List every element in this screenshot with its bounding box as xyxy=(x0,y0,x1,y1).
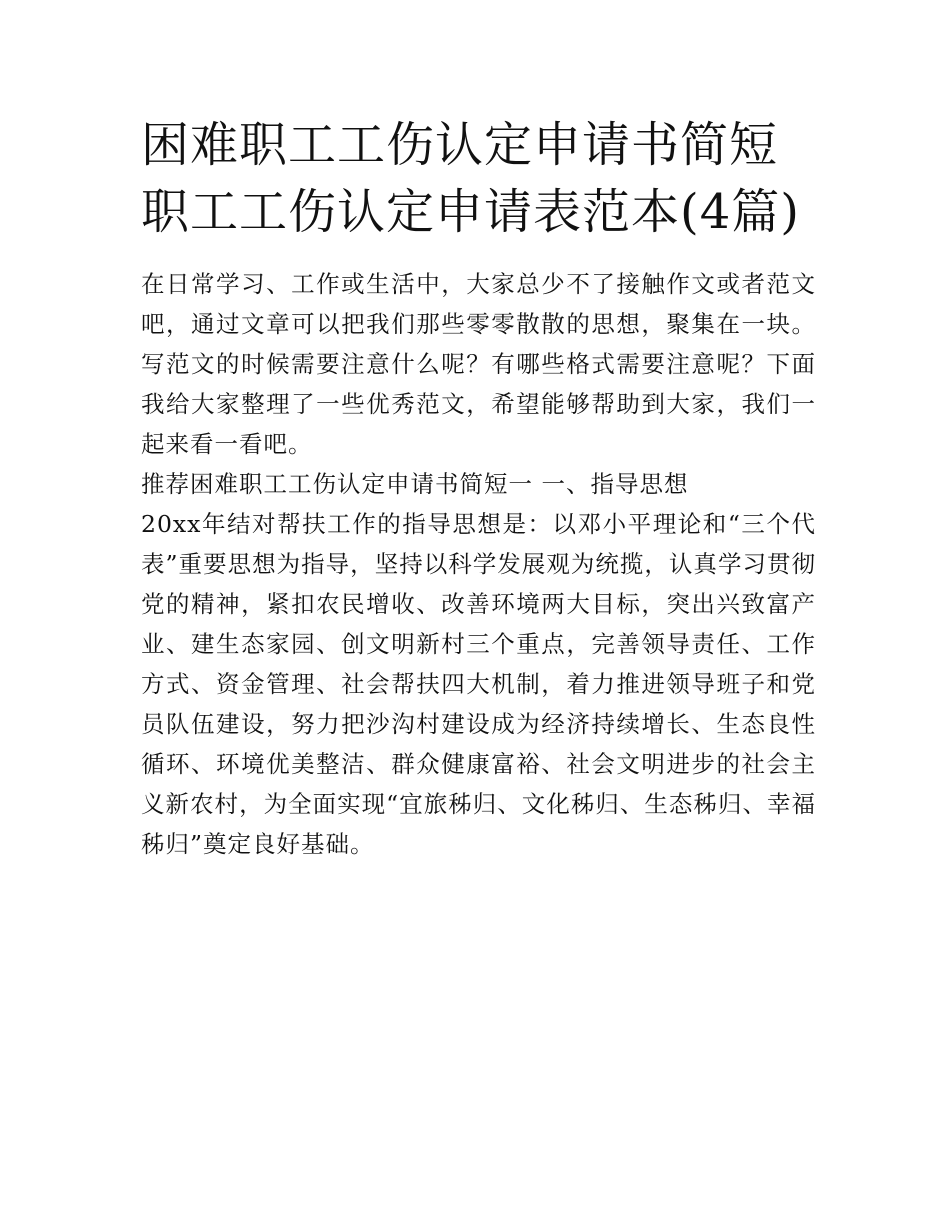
document-title: 困难职工工伤认定申请书简短职工工伤认定申请表范本(4篇) xyxy=(141,117,800,240)
intro-paragraph: 在日常学习、工作或生活中，大家总少不了接触作文或者范文吧，通过文章可以把我们那些零零散散的思想，聚集在一块。写范文的时候需要注意什么呢？有哪些格式需要注意呢？下面我给大家整理了一些优秀范文，希望能够帮助到大家，我们一起来看一看吧。 xyxy=(141,270,816,458)
body-paragraph: 20xx年结对帮扶工作的指导思想是：以邓小平理论和“三个代表”重要思想为指导，坚持以科学发展观为统揽，认真学习贯彻党的精神，紧扣农民增收、改善环境两大目标，突出兴致富产业、建生态家园、创文明新村三个重点，完善领导责任、工作方式、资金管理、社会帮扶四大机制，着力推进领导班子和党员队伍建设，努力把沙沟村建设成为经济持续增长、生态良性循环、环境优美整洁、群众健康富裕、社会文明进步的社会主义新农村，为全面实现“宜旅秭归、文化秭归、生态秭归、幸福秭归”奠定良好基础。 xyxy=(141,510,816,858)
section-heading: 推荐困难职工工伤认定申请书简短一 一、指导思想 xyxy=(141,470,689,498)
document-page xyxy=(141,112,816,864)
